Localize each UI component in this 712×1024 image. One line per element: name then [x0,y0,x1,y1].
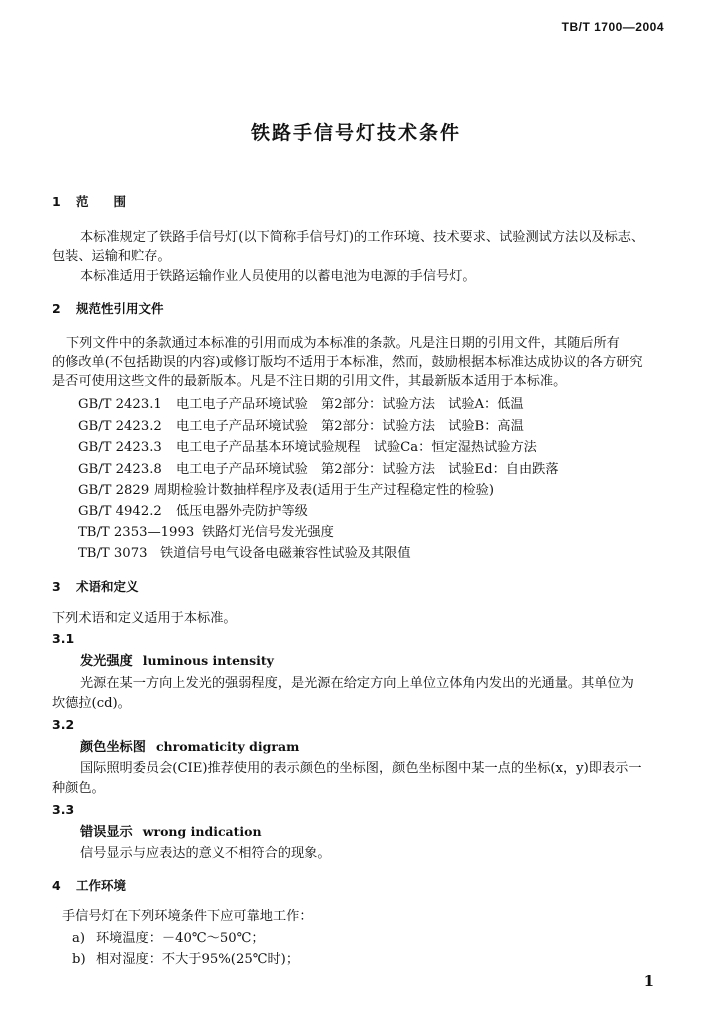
reference-title: 铁路灯光信号发光强度 [202,525,334,540]
definition-line: 国际照明委员会(CIE)推荐使用的表示颜色的坐标图，颜色坐标图中某一点的坐标(x，y)即表示一 [80,761,642,776]
reference-item [78,524,334,542]
paragraph-line: 下列文件中的条款通过本标准的引用而成为本标准的条款。凡是注日期的引用文件，其随后所有 [66,336,620,351]
reference-code: GB/T 2423.8 [78,462,162,477]
reference-title: 电工电子产品环境试验 第2部分：试验方法 试验B：高温 [176,419,524,434]
standard-code: TB/T 1700—2004 [561,20,664,34]
definition-line: 坎德拉(cd)。 [52,696,131,711]
section-title: 术语和定义 [76,579,139,594]
term-chinese: 颜色坐标图 [80,740,146,755]
term-chinese: 发光强度 [80,654,133,669]
section-title: 工作环境 [76,878,127,893]
reference-item [78,439,537,457]
list-marker: a) [72,931,86,946]
document-title: 铁路手信号灯技术条件 [250,122,461,144]
reference-item [78,503,308,521]
definition-line: 种颜色。 [52,781,105,796]
reference-code: TB/T 2353—1993 [78,525,195,540]
reference-title: 周期检验计数抽样程序及表(适用于生产过程稳定性的检验) [154,483,494,498]
reference-item [78,545,411,563]
reference-item [78,396,524,414]
term-english: chromaticity digram [155,739,300,754]
term-number: 3.3 [52,802,75,817]
list-item [72,930,265,948]
reference-item [78,418,524,436]
term-heading [80,652,274,671]
paragraph-line: 本标准规定了铁路手信号灯(以下简称手信号灯)的工作环境、技术要求、试验测试方法以及标志、 [80,230,645,245]
term-number: 3.2 [52,717,75,732]
section-number: 4 [52,878,61,893]
section-3-heading [52,578,139,596]
paragraph-line: 是否可使用这些文件的最新版本。凡是不注日期的引用文件，其最新版本适用于本标准。 [52,374,567,389]
reference-code: GB/T 2423.2 [78,419,162,434]
page-number: 1 [643,972,654,990]
list-item [72,951,299,969]
term-heading [80,823,262,842]
reference-code: GB/T 2423.3 [78,440,162,455]
reference-item [78,461,559,479]
section-number: 1 [52,194,61,209]
definition-line: 光源在某一方向上发光的强弱程度，是光源在给定方向上单位立体角内发出的光通量。其单位为 [80,676,634,691]
section-title: 范 围 [76,194,127,209]
reference-title: 铁道信号电气设备电磁兼容性试验及其限值 [160,546,411,561]
paragraph-line: 下列术语和定义适用于本标准。 [52,611,237,626]
section-title: 规范性引用文件 [76,301,164,316]
term-english: luminous intensity [142,653,274,668]
reference-item [78,482,494,500]
term-english: wrong indication [142,824,262,839]
section-number: 2 [52,301,61,316]
reference-code: GB/T 2423.1 [78,397,162,412]
reference-code: GB/T 2829 [78,483,150,498]
list-marker: b) [72,952,86,967]
reference-title: 电工电子产品环境试验 第2部分：试验方法 试验Ed：自由跌落 [176,462,559,477]
list-text: 环境温度：－40℃～50℃； [96,931,265,946]
reference-title: 电工电子产品环境试验 第2部分：试验方法 试验A：低温 [176,397,524,412]
section-number: 3 [52,579,61,594]
paragraph-line: 手信号灯在下列环境条件下应可靠地工作： [62,909,313,924]
paragraph-line: 包装、运输和贮存。 [52,249,171,264]
term-chinese: 错误显示 [80,825,133,840]
reference-title: 低压电器外壳防护等级 [176,504,308,519]
section-4-heading [52,877,126,895]
list-text: 相对湿度：不大于95%(25℃时)； [96,952,300,967]
term-heading [80,738,299,757]
reference-code: TB/T 3073 [78,546,148,561]
section-2-heading [52,300,164,318]
term-number: 3.1 [52,631,75,646]
reference-title: 电工电子产品基本环境试验规程 试验Ca：恒定湿热试验方法 [176,440,537,455]
paragraph-line: 的修改单(不包括勘误的内容)或修订版均不适用于本标准，然而，鼓励根据本标准达成协议的各方研究 [52,355,643,370]
definition-line: 信号显示与应表达的意义不相符合的现象。 [80,846,331,861]
paragraph-line: 本标准适用于铁路运输作业人员使用的以蓄电池为电源的手信号灯。 [80,269,476,284]
section-1-heading [52,193,126,211]
reference-code: GB/T 4942.2 [78,504,162,519]
